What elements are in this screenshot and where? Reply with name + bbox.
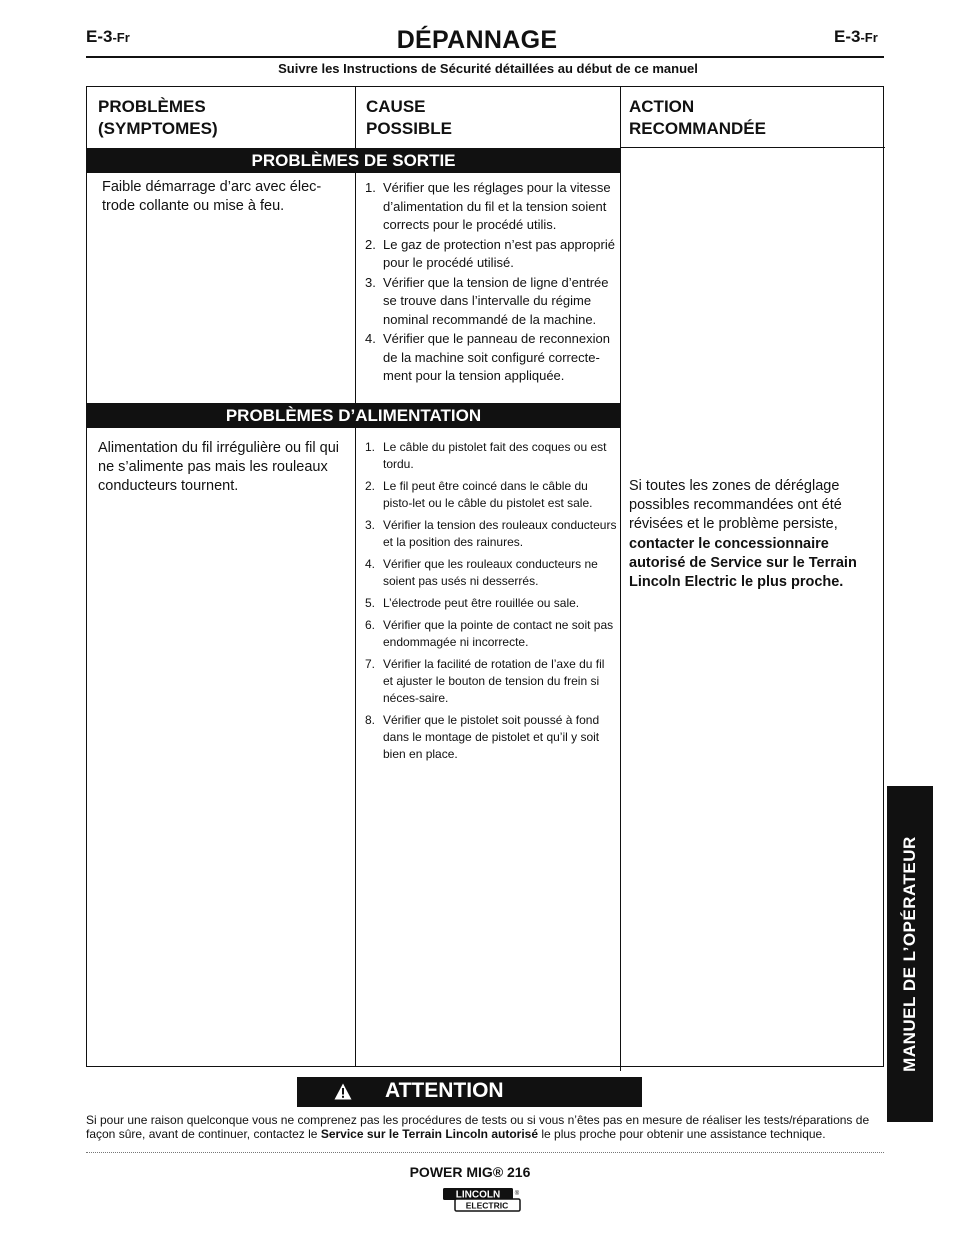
page-number-right: E-3-Fr — [834, 27, 878, 46]
list-item: 2. Le gaz de protection n’est pas approprié pour le procédé utilisé. — [365, 236, 615, 270]
attention-banner — [297, 1077, 642, 1107]
page-number-left: E-3-Fr — [86, 27, 130, 46]
list-item: 8. Vérifier que le pistolet soit poussé à fond dans le montage de pistolet et qu’il y soit bien en place. — [365, 713, 600, 761]
list-item: 1. Le câble du pistolet fait des coques ou est tordu. — [365, 440, 607, 471]
page-title: DÉPANNAGE — [396, 26, 558, 54]
svg-text:LINCOLN: LINCOLN — [455, 1189, 501, 1201]
list-item: 3. Vérifier que la tension de ligne d’entrée se trouve dans l’intervalle du régime nominal recommandé de la machine. — [365, 274, 609, 327]
list-item: 4. Vérifier que les rouleaux conducteurs ne soient pas usés ni desserrés. — [365, 557, 598, 588]
list-item: 1. Vérifier que les réglages pour la vitesse d’alimentation du fil et la tension soient corrects pour le procédé utilis. — [365, 180, 611, 232]
column-divider — [620, 87, 621, 1071]
column-header-problems: PROBLÈMES (SYMPTOMES) — [98, 97, 218, 138]
lincoln-electric-logo — [442, 1187, 521, 1213]
symptom-feeding: Alimentation du fil irrégulière ou fil qui ne s’alimente pas mais les rouleaux conducteurs tournent. — [98, 440, 339, 494]
svg-text:®: ® — [514, 1191, 520, 1197]
title-divider — [86, 56, 884, 58]
cause-list-feeding — [365, 439, 617, 768]
side-tab-label: MANUEL DE L’OPÉRATEUR — [900, 836, 919, 1072]
column-header-cause: CAUSE POSSIBLE — [366, 97, 452, 138]
header-divider — [620, 147, 885, 148]
attention-label: ATTENTION — [385, 1079, 504, 1102]
list-item: 7. Vérifier la facilité de rotation de l’axe du fil et ajuster le bouton de tension du frein si néces-saire. — [365, 657, 605, 705]
list-item: 5. L’électrode peut être rouillée ou sale. — [365, 596, 580, 610]
list-item: 6. Vérifier que la pointe de contact ne soit pas endommagée ni incorrecte. — [365, 618, 614, 649]
product-name: POWER MIG® 216 — [409, 1164, 531, 1180]
attention-notice: Si pour une raison quelconque vous ne comprenez pas les procédures de tests ou si vous n’êtes pas en mesure de réaliser les tests/réparations de façon sûre, avant de continuer, contactez le Service sur le Terrain Lincoln autorisé le plus proche pour obtenir une assistance technique. — [86, 1113, 870, 1141]
troubleshooting-table — [86, 86, 884, 1067]
column-header-action: ACTION RECOMMANDÉE — [629, 97, 766, 138]
column-divider — [355, 87, 356, 1066]
list-item: 3. Vérifier la tension des rouleaux conducteurs et la position des rainures. — [365, 518, 617, 549]
svg-text:ELECTRIC: ELECTRIC — [465, 1200, 509, 1211]
warning-triangle-icon — [334, 1083, 352, 1100]
side-tab — [887, 786, 933, 1122]
section-header-feeding: PROBLÈMES D’ALIMENTATION — [87, 403, 620, 428]
symptom-output: Faible démarrage d’arc avec élec-trode collante ou mise à feu. — [102, 179, 322, 214]
recommended-action: Si toutes les zones de déréglage possibles recommandées ont été révisées et le problème persiste, contacter le concessionnaire autorisé de Service sur le Terrain Lincoln Electric le plus proche. — [629, 478, 857, 591]
footer-divider — [86, 1152, 884, 1153]
cause-list-output — [365, 179, 617, 387]
safety-instruction: Suivre les Instructions de Sécurité détaillées au début de ce manuel — [278, 61, 698, 76]
section-header-output: PROBLÈMES DE SORTIE — [87, 148, 620, 173]
list-item: 2. Le fil peut être coincé dans le câble du pisto-let ou le câble du pistolet est sale. — [365, 479, 593, 510]
list-item: 4. Vérifier que le panneau de reconnexion de la machine soit configuré correcte-ment pour la tension appliquée. — [365, 331, 610, 383]
